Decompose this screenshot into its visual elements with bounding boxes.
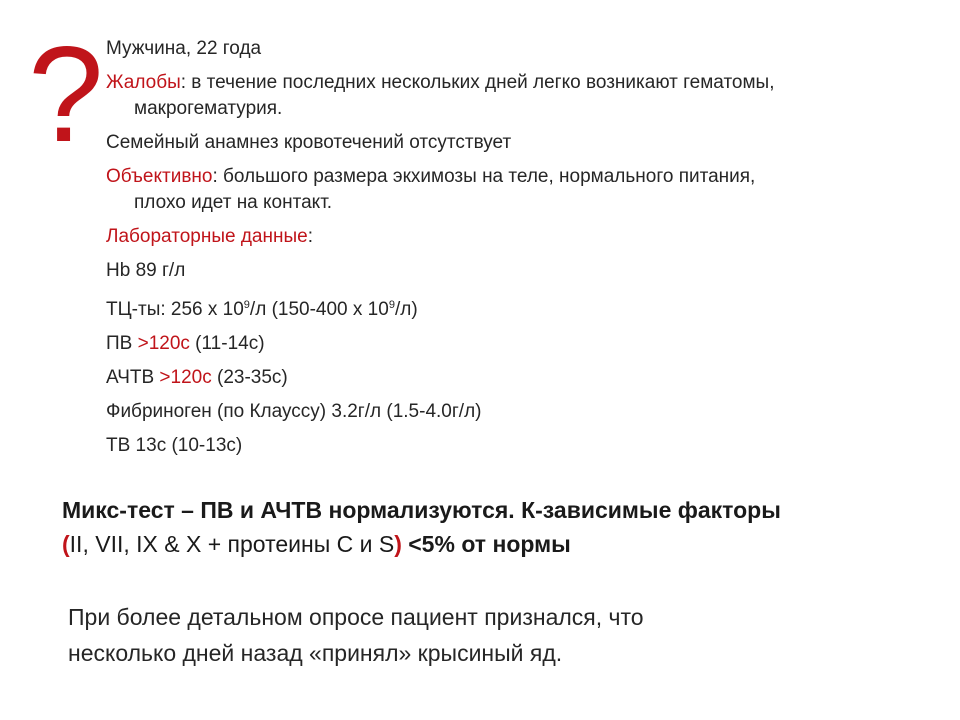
- aptt-range: (23-35с): [211, 367, 288, 388]
- mix-paren-close: ): [394, 531, 402, 557]
- aptt-value: >120с: [159, 367, 212, 388]
- complaints-line: [106, 70, 936, 122]
- complaints-label: Жалобы: [106, 72, 181, 93]
- pt-line: [106, 331, 936, 357]
- pt-range: (11-14с): [189, 333, 265, 354]
- confession-line-2: несколько дней назад «принял» крысиный яд.: [68, 640, 563, 666]
- plt-text-a: ТЦ-ты: 256 х 10: [106, 299, 244, 320]
- objective-line: [106, 164, 936, 216]
- mix-paren-open: (: [62, 531, 70, 557]
- case-details: [106, 36, 936, 467]
- mix-test-paragraph: [62, 493, 942, 561]
- objective-text: : большого размера экхимозы на теле, нормального питания,: [212, 166, 756, 187]
- platelets-line: [106, 292, 936, 323]
- mix-test-text-b: <5% от нормы: [401, 531, 571, 557]
- hb-line: Hb 89 г/л: [106, 260, 186, 281]
- lab-colon: :: [307, 226, 313, 247]
- aptt-label: АЧТВ: [106, 367, 160, 388]
- complaints-text: : в течение последних нескольких дней легко возникают гематомы,: [180, 72, 775, 93]
- confession-line-1: При более детальном опросе пациент признался, что: [68, 604, 644, 630]
- confession-paragraph: [68, 599, 928, 671]
- lab-label: Лабораторные данные: [106, 226, 308, 247]
- pt-value: >120с: [137, 333, 190, 354]
- lab-header-line: [106, 224, 936, 250]
- aptt-line: [106, 365, 936, 391]
- complaints-text-cont: макрогематурия.: [134, 98, 283, 119]
- plt-sup-1: 9: [243, 299, 250, 311]
- tt-line: ТВ 13с (10-13с): [106, 435, 243, 456]
- mix-test-text-a: Микс-тест – ПВ и АЧТВ нормализуются. К-зависимые факторы: [62, 497, 781, 523]
- patient-line: Мужчина, 22 года: [106, 38, 262, 59]
- pt-label: ПВ: [106, 333, 138, 354]
- mix-factors: II, VII, IX & X + протеины С и S: [69, 531, 395, 557]
- objective-label: Объективно: [106, 166, 213, 187]
- question-mark-icon: ?: [28, 18, 104, 170]
- fibrinogen-line: Фибриноген (по Клауссу) 3.2г/л (1.5-4.0г/л): [106, 401, 482, 422]
- plt-text-b: /л (150-400 х 10: [249, 299, 389, 320]
- family-history-line: Семейный анамнез кровотечений отсутствует: [106, 132, 512, 153]
- plt-sup-2: 9: [388, 299, 395, 311]
- objective-text-cont: плохо идет на контакт.: [134, 192, 333, 213]
- plt-text-c: /л): [394, 299, 418, 320]
